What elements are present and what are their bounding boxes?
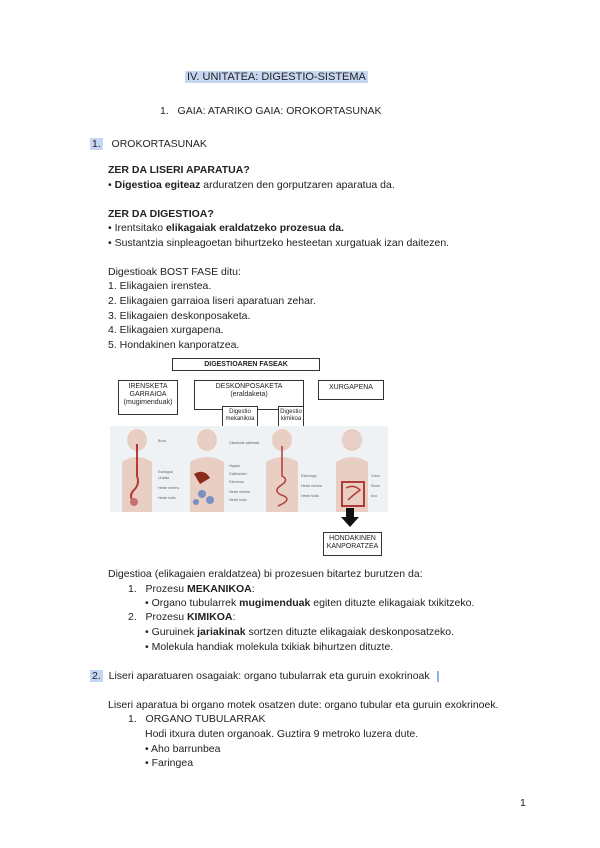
organ-group-1-desc: Hodi itxura duten organoak. Guztira 9 metroko luzera dute. [145, 728, 419, 740]
digestive-system-illustrations [110, 426, 388, 512]
section-2-intro: Liseri aparatua bi organo motek osatzen dute: organo tubular eta guruin exokrinoek. [108, 699, 499, 711]
body-figure-1 [122, 429, 152, 512]
process-2-bullet-2: • Molekula handiak molekula txikiak bihurtzen dituzte. [145, 641, 394, 653]
text-cursor [437, 671, 439, 682]
section-2-heading: 2. Liseri aparatuaren osagaiak: organo tubularrak eta guruin exokrinoak [90, 670, 439, 682]
question-1-answer: • Digestioa egiteaz arduratzen den gorputzaren aparatua da. [108, 179, 395, 191]
figure-box-ingestion: IRENSKETA GARRAIOA (mugimenduak) [118, 380, 178, 415]
phase-item: 1. Elikagaien irenstea. [108, 280, 212, 292]
section-1-heading: 1. OROKORTASUNAK [92, 138, 207, 150]
process-1: 1. Prozesu MEKANIKOA: [128, 583, 255, 595]
figure-box-decomposition: DESKONPOSAKETA (eraldaketa) [194, 380, 304, 410]
figure-box-absorption: XURGAPENA [318, 380, 384, 400]
process-2: 2. Prozesu KIMIKOA: [128, 611, 236, 623]
figure-box-mechanical: Digestio mekanikoa [222, 406, 258, 429]
organ-item: • Faringea [145, 757, 194, 769]
process-2-bullet-1: • Guruinek jariakinak sortzen dituzte elikagaiak deskonposatzeko. [145, 626, 454, 638]
figure-header: DIGESTIOAREN FASEAK [172, 358, 320, 371]
digestion-intro: Digestioa (elikagaien eraldatzea) bi prozesuen bitartez burutzen da: [108, 568, 423, 580]
down-arrow-icon [340, 508, 360, 528]
phase-item: 3. Elikagaien deskonposaketa. [108, 310, 251, 322]
phase-item: 4. Elikagaien xurgapena. [108, 324, 224, 336]
body-figure-2 [190, 429, 224, 512]
figure-box-excretion: HONDAKINEN KANPORATZEA [323, 532, 382, 556]
question-1: ZER DA LISERI APARATUA? [108, 164, 250, 176]
phases-intro: Digestioak BOST FASE ditu: [108, 266, 241, 278]
question-2-bullet-1: • Irentsitako elikagaiak eraldatzeko prozesua da. [108, 222, 344, 234]
process-1-bullet: • Organo tubularrek mugimenduak egiten dituzte elikagaiak txikitzeko. [145, 597, 475, 609]
question-2: ZER DA DIGESTIOA? [108, 208, 214, 220]
subtitle: 1. GAIA: ATARIKO GAIA: OROKORTASUNAK [160, 105, 382, 117]
organ-item: • Aho barrunbea [145, 743, 221, 755]
body-figure-3 [266, 429, 298, 512]
figure-box-chemical: Digestio kimikoa [278, 406, 304, 429]
page-title: IV. UNITATEA: DIGESTIO-SISTEMA [187, 71, 366, 83]
organ-group-1: 1. ORGANO TUBULARRAK [128, 713, 266, 725]
phase-item: 2. Elikagaien garraioa liseri aparatuan zehar. [108, 295, 316, 307]
phase-item: 5. Hondakinen kanporatzea. [108, 339, 240, 351]
page-number: 1 [520, 797, 526, 809]
body-figure-4 [336, 429, 368, 512]
question-2-bullet-2: • Sustantzia sinpleagoetan bihurtzeko hesteetan xurgatuak izan daitezen. [108, 237, 450, 249]
